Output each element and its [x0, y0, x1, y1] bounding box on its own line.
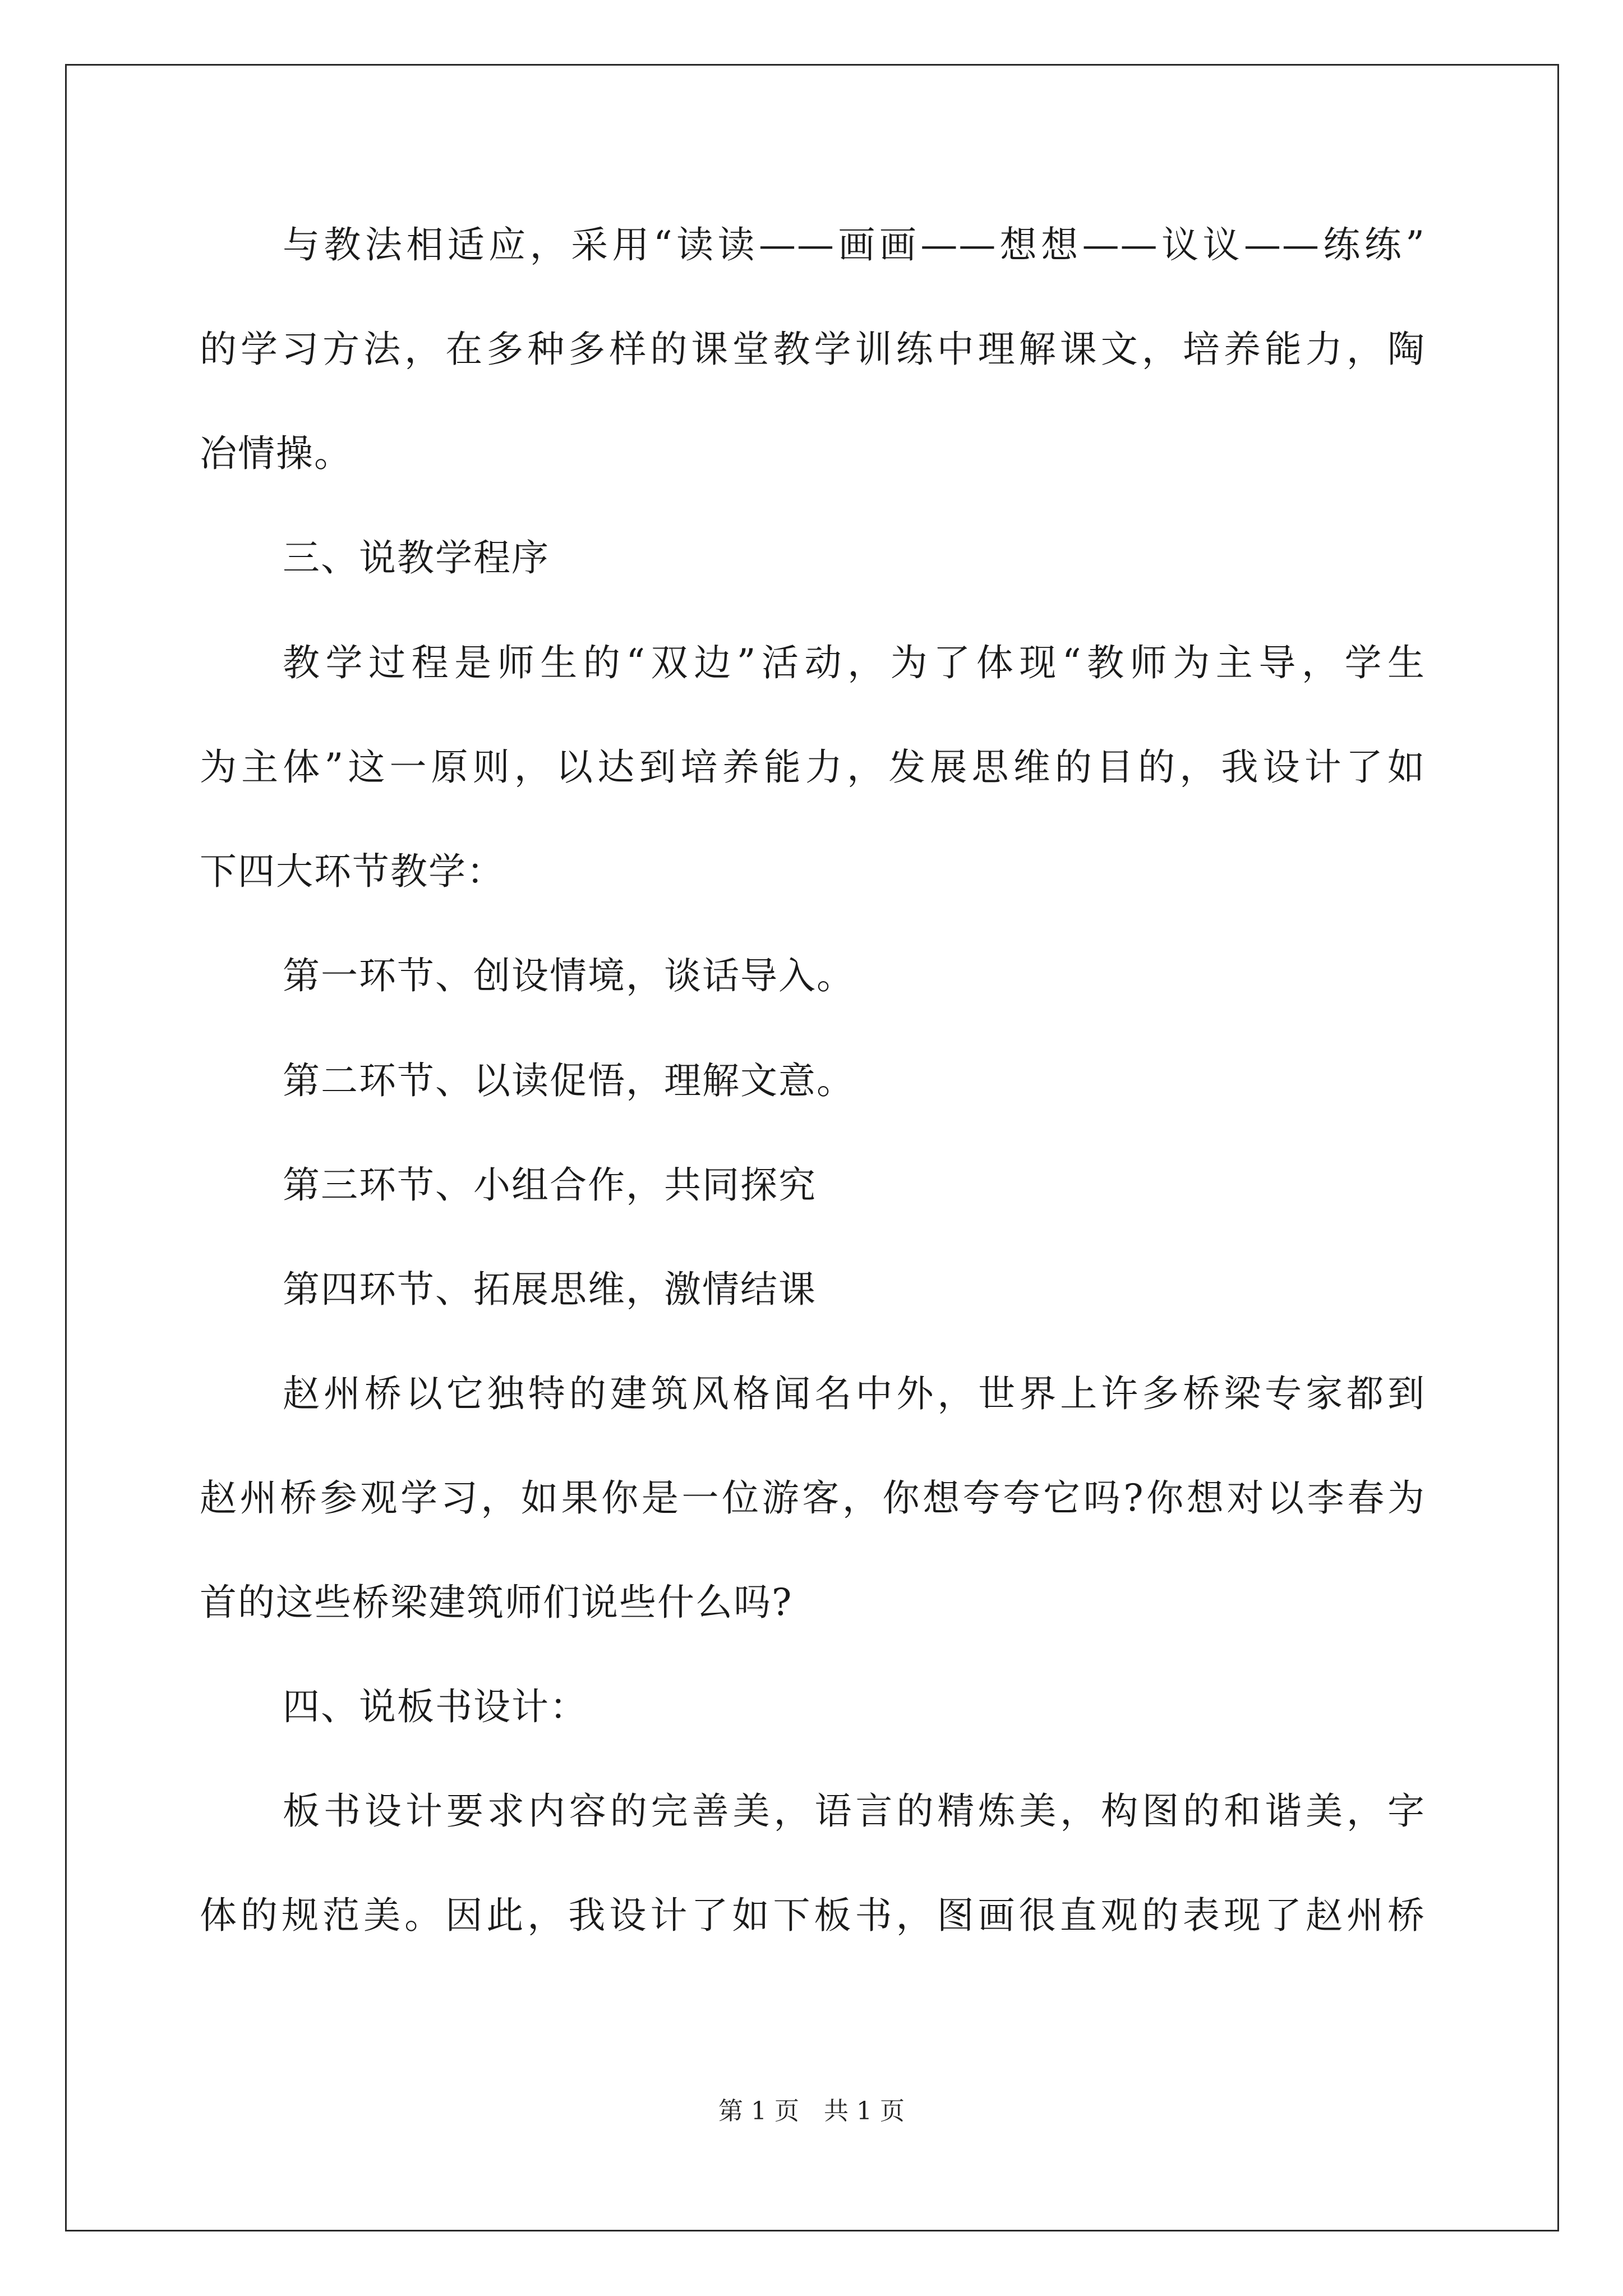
paragraph-2-line-3: 下四大环节教学： — [200, 850, 505, 893]
paragraph-1-line-1: 与教法相适应，采用“读读——画画——想想——议议——练练” — [283, 223, 1426, 266]
paragraph-4-line-2: 体的规范美。因此，我设计了如下板书，图画很直观的表现了赵州桥 — [200, 1894, 1426, 1937]
section-heading-board-design: 四、说板书设计： — [283, 1685, 588, 1728]
page-number-footer: 第 1 页 共 1 页 — [718, 2097, 905, 2125]
section-heading-teaching-procedure: 三、说教学程序 — [283, 536, 550, 579]
step-1: 第一环节、创设情境，谈话导入。 — [283, 954, 855, 997]
paragraph-3-line-1: 赵州桥以它独特的建筑风格闻名中外，世界上许多桥梁专家都到 — [283, 1372, 1426, 1415]
step-4: 第四环节、拓展思维，激情结课 — [283, 1268, 817, 1311]
step-2: 第二环节、以读促悟，理解文意。 — [283, 1059, 855, 1102]
paragraph-3-line-3: 首的这些桥梁建筑师们说些什么吗? — [200, 1581, 793, 1624]
paragraph-2-line-2: 为主体”这一原则，以达到培养能力，发展思维的目的，我设计了如 — [200, 746, 1426, 789]
paragraph-4-line-1: 板书设计要求内容的完善美，语言的精炼美，构图的和谐美，字 — [283, 1789, 1426, 1833]
step-3: 第三环节、小组合作，共同探究 — [283, 1163, 817, 1207]
paragraph-1-line-3: 冶情操。 — [200, 432, 352, 475]
paragraph-3-line-2: 赵州桥参观学习，如果你是一位游客，你想夸夸它吗?你想对以李春为 — [200, 1476, 1426, 1520]
paragraph-1-line-2: 的学习方法，在多种多样的课堂教学训练中理解课文，培养能力，陶 — [200, 328, 1426, 371]
paragraph-2-line-1: 教学过程是师生的“双边”活动，为了体现“教师为主导，学生 — [283, 641, 1426, 684]
